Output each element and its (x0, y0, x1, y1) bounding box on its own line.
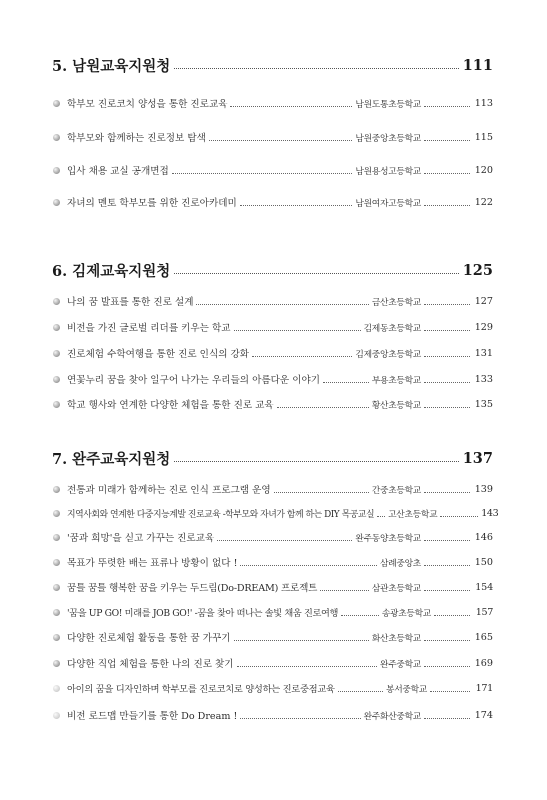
entry-page-number: 165 (474, 631, 493, 643)
toc-entry[interactable] (53, 294, 493, 308)
dot-leader (424, 330, 470, 331)
entry-title: 전통과 미래가 함께하는 진로 인식 프로그램 운영 (67, 485, 271, 496)
bullet-icon (53, 609, 60, 616)
entry-page-number: 174 (474, 709, 493, 721)
section-title: 5. 남원교육지원청 (52, 57, 171, 75)
dot-leader (274, 492, 369, 493)
toc-entry[interactable] (53, 681, 493, 695)
entry-title: '꿈을 UP GO! 미래를 JOB GO!' -꿈을 찾아 떠나는 솔빛 채움 진로여행 (67, 608, 339, 619)
toc-entry[interactable] (53, 96, 493, 110)
toc-entry[interactable] (53, 555, 493, 569)
dot-leader (424, 304, 470, 305)
toc-entry[interactable] (53, 397, 493, 411)
entry-page-number: 129 (474, 321, 493, 333)
toc-entry[interactable] (53, 630, 493, 644)
entry-page-number: 113 (474, 97, 493, 109)
entry-title: 학부모와 함께하는 진로정보 탐색 (67, 133, 206, 144)
dot-leader (174, 461, 458, 462)
entry-page-number: 139 (474, 483, 493, 495)
section-title: 6. 김제교육지원청 (52, 262, 171, 280)
toc-entry[interactable] (53, 580, 493, 594)
entry-page-number: 154 (475, 581, 493, 593)
bullet-icon (53, 376, 60, 383)
dot-leader (237, 666, 377, 667)
toc-entry[interactable] (53, 195, 493, 209)
dot-leader (424, 565, 470, 566)
entry-school: 남원용성고등학교 (355, 166, 421, 177)
entry-title: 진로체험 수학여행을 통한 진로 인식의 강화 (67, 349, 250, 360)
section-title: 7. 완주교육지원청 (52, 450, 171, 468)
dot-leader (424, 205, 470, 206)
entry-page-number: 150 (474, 556, 493, 568)
toc-entry[interactable] (53, 346, 493, 360)
entry-school: 화산초등학교 (371, 633, 421, 644)
entry-title: 학부모 진로코치 양성을 통한 진로교육 (67, 99, 228, 110)
dot-leader (440, 516, 478, 517)
toc-entry[interactable] (53, 708, 493, 722)
dot-leader (196, 304, 368, 305)
bullet-icon (53, 534, 60, 541)
toc-entry[interactable] (53, 605, 493, 619)
entry-title: '꿈과 희망'을 싣고 가꾸는 진로교육 (67, 533, 215, 544)
bullet-icon (53, 486, 60, 493)
entry-title: 비전 로드맵 만들기를 통한 Do Dream ! (67, 711, 238, 722)
bullet-icon (53, 298, 60, 305)
bullet-icon (53, 199, 60, 206)
section-page-number: 137 (462, 449, 493, 467)
entry-title: 나의 꿈 발표를 통한 진로 설계 (67, 297, 194, 308)
section-heading[interactable] (52, 260, 493, 280)
entry-school: 황산초등학교 (371, 400, 421, 411)
dot-leader (424, 666, 470, 667)
entry-page-number: 157 (475, 606, 493, 618)
entry-school: 고산초등학교 (388, 509, 438, 520)
entry-page-number: 131 (474, 347, 493, 359)
entry-title: 학교 행사와 연계한 다양한 체험을 통한 진로 교육 (67, 400, 274, 411)
bullet-icon (53, 324, 60, 331)
dot-leader (240, 205, 353, 206)
bullet-icon (53, 712, 60, 719)
dot-leader (174, 68, 458, 69)
toc-entry[interactable] (53, 320, 493, 334)
toc-entry[interactable] (53, 372, 493, 386)
dot-leader (341, 615, 379, 616)
dot-leader (424, 590, 470, 591)
entry-page-number: 133 (474, 373, 493, 385)
toc-entry[interactable] (53, 163, 493, 177)
dot-leader (320, 590, 369, 591)
entry-school: 간중초등학교 (371, 485, 421, 496)
entry-title: 아이의 꿈을 디자인하며 학부모를 진로코치로 양성하는 진로중점교육 (67, 684, 335, 695)
dot-leader (252, 356, 352, 357)
dot-leader (424, 173, 470, 174)
entry-page-number: 115 (474, 131, 493, 143)
entry-page-number: 122 (474, 196, 493, 208)
entry-page-number: 143 (481, 507, 499, 519)
entry-title: 다양한 직업 체험을 통한 나의 진로 찾기 (67, 659, 234, 670)
toc-entry[interactable] (53, 656, 493, 670)
dot-leader (234, 640, 369, 641)
entry-page-number: 169 (474, 657, 493, 669)
dot-leader (424, 640, 470, 641)
bullet-icon (53, 634, 60, 641)
entry-school: 송광초등학교 (381, 608, 431, 619)
entry-page-number: 127 (474, 295, 493, 307)
section-page-number: 111 (462, 56, 493, 74)
bullet-icon (53, 100, 60, 107)
dot-leader (323, 382, 369, 383)
section-heading[interactable] (52, 55, 493, 75)
dot-leader (240, 565, 377, 566)
dot-leader (424, 407, 470, 408)
entry-page-number: 171 (475, 682, 493, 694)
dot-leader (430, 691, 470, 692)
dot-leader (277, 407, 369, 408)
dot-leader (174, 273, 458, 274)
entry-page-number: 146 (474, 531, 493, 543)
toc-entry[interactable] (53, 506, 499, 520)
entry-school: 삼관초등학교 (371, 583, 421, 594)
bullet-icon (53, 660, 60, 667)
dot-leader (230, 106, 352, 107)
entry-title: 다양한 진로체험 활동을 통한 꿈 가꾸기 (67, 633, 231, 644)
entry-page-number: 135 (474, 398, 493, 410)
toc-entry[interactable] (53, 530, 493, 544)
entry-school: 완주동양초등학교 (355, 533, 421, 544)
section-page-number: 125 (462, 261, 493, 279)
entry-school: 남원여자고등학교 (355, 198, 421, 209)
entry-school: 김제중앙초등학교 (355, 349, 421, 360)
dot-leader (240, 718, 360, 719)
dot-leader (172, 173, 353, 174)
entry-school: 금산초등학교 (371, 297, 421, 308)
bullet-icon (53, 134, 60, 141)
bullet-icon (53, 510, 60, 517)
toc-entry[interactable] (53, 130, 493, 144)
entry-school: 완주화산중학교 (363, 711, 421, 722)
dot-leader (424, 382, 470, 383)
entry-school: 김제동초등학교 (363, 323, 421, 334)
dot-leader (209, 140, 353, 141)
entry-school: 완주중학교 (380, 659, 421, 670)
entry-title: 목표가 뚜렷한 배는 표류나 방황이 없다 ! (67, 558, 238, 569)
entry-title: 연꽃누리 꿈을 찾아 일구어 나가는 우리들의 아름다운 이야기 (67, 375, 321, 386)
entry-school: 남원도통초등학교 (355, 99, 421, 110)
dot-leader (377, 516, 385, 517)
entry-title: 지역사회와 연계한 다중지능계발 진로교육 -학부모와 자녀가 함께 하는 DIY 목공교실 (67, 509, 375, 520)
bullet-icon (53, 167, 60, 174)
bullet-icon (53, 584, 60, 591)
entry-school: 남원중앙초등학교 (355, 133, 421, 144)
entry-school: 부용초등학교 (371, 375, 421, 386)
section-heading[interactable] (52, 448, 493, 468)
dot-leader (424, 718, 470, 719)
dot-leader (424, 492, 470, 493)
dot-leader (424, 356, 470, 357)
bullet-icon (53, 559, 60, 566)
dot-leader (424, 106, 470, 107)
bullet-icon (53, 685, 60, 692)
dot-leader (338, 691, 383, 692)
entry-title: 꿈틀 꿈틀 행복한 꿈을 키우는 두드림(Do-DREAM) 프로젝트 (67, 583, 318, 594)
dot-leader (424, 540, 470, 541)
entry-school: 삼례중앙초 (380, 558, 421, 569)
entry-page-number: 120 (474, 164, 493, 176)
dot-leader (217, 540, 352, 541)
dot-leader (424, 140, 470, 141)
entry-title: 비전을 가진 글로벌 리더를 키우는 학교 (67, 323, 231, 334)
bullet-icon (53, 350, 60, 357)
dot-leader (434, 615, 470, 616)
entry-school: 봉서중학교 (386, 684, 427, 695)
entry-title: 자녀의 멘토 학부모를 위한 진로아카데미 (67, 198, 237, 209)
dot-leader (234, 330, 361, 331)
entry-title: 입사 채용 교실 공개면접 (67, 166, 169, 177)
bullet-icon (53, 401, 60, 408)
toc-entry[interactable] (53, 482, 493, 496)
